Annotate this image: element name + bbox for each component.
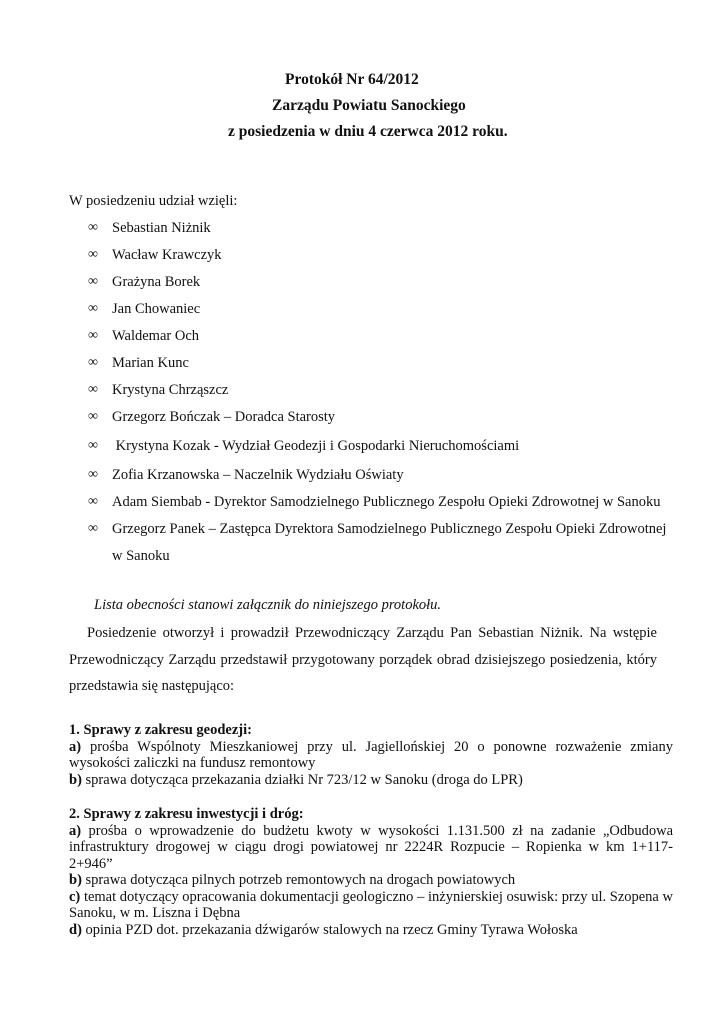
bullet-symbol: ∞: [88, 301, 98, 316]
bullet-symbol: ∞: [88, 521, 98, 536]
item-text: opinia PZD dot. przekazania dźwigarów stalowych na rzecz Gminy Tyrawa Wołoska: [85, 921, 578, 938]
attendee-name: Grażyna Borek: [112, 274, 201, 290]
section-heading: 2. Sprawy z zakresu inwestycji i dróg:: [69, 806, 304, 822]
bullet-symbol: ∞: [88, 467, 98, 482]
attendee-name: Waldemar Och: [112, 328, 199, 344]
item-text: temat dotyczący opracowania dokumentacji geologiczno – inżynierskiej osuwisk: przy ul. Szopena w Sanoku, w m. Liszna i Dębna: [69, 888, 674, 921]
attendee-name: Grzegorz Bończak – Doradca Starosty: [112, 409, 336, 425]
item-text: sprawa dotycząca przekazania działki Nr 723/12 w Sanoku (droga do LPR): [85, 771, 523, 788]
agenda-item: [69, 922, 673, 939]
bullet-symbol: ∞: [88, 494, 98, 509]
attendee-name: Adam Siembab - Dyrektor Samodzielnego Publicznego Zespołu Opieki Zdrowotnej w Sanoku: [112, 494, 661, 510]
attendance-intro: W posiedzeniu udział wzięli:: [69, 193, 238, 209]
attendee-name: Sebastian Niżnik: [112, 220, 211, 236]
agenda-item: [69, 872, 673, 889]
attendee-name: Marian Kunc: [112, 355, 189, 371]
attendee-name: Jan Chowaniec: [112, 301, 201, 317]
agenda-item: [69, 739, 673, 772]
attendance-note: Lista obecności stanowi załącznik do niniejszego protokołu.: [94, 597, 442, 613]
attendee-name: Krystyna Chrząszcz: [112, 382, 229, 398]
bullet-symbol: ∞: [88, 274, 98, 289]
section-heading: 1. Sprawy z zakresu geodezji:: [69, 722, 252, 738]
agenda-item: [69, 772, 673, 789]
title-line-3: z posiedzenia w dniu 4 czerwca 2012 roku.: [228, 123, 508, 140]
agenda-item: [69, 823, 673, 873]
item-key: b): [69, 771, 82, 788]
attendee-name: Zofia Krzanowska – Naczelnik Wydziału Oświaty: [112, 467, 404, 483]
attendee-name: Grzegorz Panek – Zastępca Dyrektora Samodzielnego Publicznego Zespołu Opieki Zdrowotnej w Sanoku: [112, 521, 667, 564]
title-line-1: Protokół Nr 64/2012: [285, 71, 419, 88]
item-key: a): [69, 738, 82, 755]
item-text: prośba Wspólnoty Mieszkaniowej przy ul. Jagiellońskiej 20 o ponowne rozważenie zmiany wysokości zaliczki na fundusz remontowy: [69, 738, 673, 771]
item-key: b): [69, 872, 82, 888]
bullet-symbol: ∞: [88, 355, 98, 370]
bullet-symbol: ∞: [88, 382, 98, 397]
item-text: sprawa dotycząca pilnych potrzeb remontowych na drogach powiatowych: [85, 872, 516, 888]
bullet-symbol: ∞: [88, 438, 98, 453]
item-key: a): [69, 822, 82, 839]
item-text: prośba o wprowadzenie do budżetu kwoty w wysokości 1.131.500 zł na zadanie „Odbudowa infrastruktury drogowej w ciągu drogi powiatowej nr 2224R Rozpucie – Ropienka w km 1+117-2+946”: [69, 822, 674, 872]
title-line-2: Zarządu Powiatu Sanockiego: [272, 97, 466, 114]
attendee-name: Wacław Krawczyk: [112, 247, 222, 263]
item-key: c): [69, 888, 81, 905]
opening-paragraph: Posiedzenie otworzył i prowadził Przewodniczący Zarządu Pan Sebastian Niżnik. Na wstępie Przewodniczący Zarządu przedstawił przygotowany porządek obrad dzisiejszego posiedzenia, który przedstawia się następująco:: [69, 625, 657, 694]
agenda-item: [69, 889, 673, 922]
agenda-section-investments: [69, 806, 673, 938]
item-key: d): [69, 921, 82, 938]
bullet-symbol: ∞: [88, 328, 98, 343]
attendee-name: Krystyna Kozak - Wydział Geodezji i Gospodarki Nieruchomościami: [112, 438, 520, 454]
bullet-symbol: ∞: [88, 220, 98, 235]
agenda-section-geodesy: [69, 722, 673, 788]
bullet-symbol: ∞: [88, 247, 98, 262]
bullet-symbol: ∞: [88, 409, 98, 424]
